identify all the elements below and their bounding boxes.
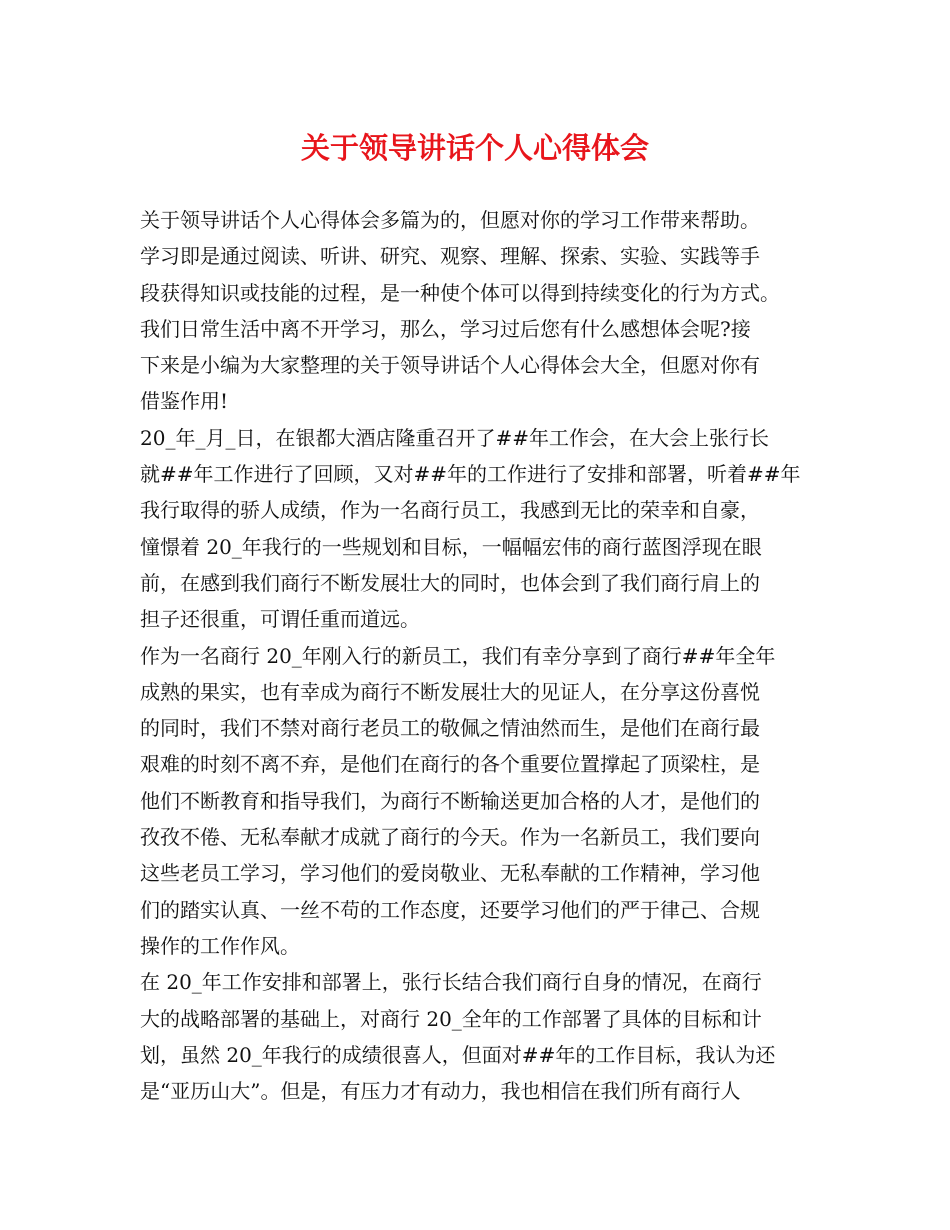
body-line: 就##年工作进行了回顾，又对##年的工作进行了安排和部署，听着##年: [140, 462, 801, 487]
body-line: 段获得知识或技能的过程，是一种使个体可以得到持续变化的行为方式。: [140, 280, 780, 305]
body-line: 成熟的果实，也有幸成为商行不断发展壮大的见证人，在分享这份喜悦: [140, 679, 760, 704]
body-line: 关于领导讲话个人心得体会多篇为的，但愿对你的学习工作带来帮助。: [140, 208, 760, 232]
body-line: 划，虽然 20_年我行的成绩很喜人，但面对##年的工作目标，我认为还: [140, 1042, 776, 1067]
body-line: 20_年_月_日，在银都大酒店隆重召开了##年工作会，在大会上张行长: [140, 425, 769, 450]
body-line: 艰难的时刻不离不弃，是他们在商行的各个重要位置撑起了顶梁柱，是: [140, 752, 760, 777]
body-line: 憧憬着 20_年我行的一些规划和目标，一幅幅宏伟的商行蓝图浮现在眼: [140, 534, 762, 559]
body-line: 大的战略部署的基础上，对商行 20_全年的工作部署了具体的目标和计: [140, 1006, 762, 1031]
body-line: 借鉴作用!: [140, 389, 229, 414]
body-line: 作为一名商行 20_年刚入行的新员工，我们有幸分享到了商行##年全年: [140, 643, 776, 668]
body-line: 他们不断教育和指导我们，为商行不断输送更加合格的人才，是他们的: [140, 788, 760, 813]
body-line: 这些老员工学习，学习他们的爱岗敬业、无私奉献的工作精神，学习他: [140, 861, 760, 886]
body-line: 在 20_年工作安排和部署上，张行长结合我们商行自身的情况，在商行: [140, 970, 762, 995]
document-title: 关于领导讲话个人心得体会: [300, 131, 649, 165]
body-line: 们的踏实认真、一丝不苟的工作态度，还要学习他们的严于律己、合规: [140, 897, 760, 922]
body-line: 下来是小编为大家整理的关于领导讲话个人心得体会大全，但愿对你有: [140, 353, 760, 378]
body-line: 我行取得的骄人成绩，作为一名商行员工，我感到无比的荣幸和自豪，: [140, 498, 760, 523]
document-body: [140, 202, 820, 1109]
body-line: 担子还很重，可谓任重而道远。: [140, 607, 420, 632]
body-line: 学习即是通过阅读、听讲、研究、观察、理解、探索、实验、实践等手: [140, 244, 760, 269]
body-line: 我们日常生活中离不开学习，那么，学习过后您有什么感想体会呢?接: [140, 316, 751, 341]
body-line: 孜孜不倦、无私奉献才成就了商行的今天。作为一名新员工，我们要向: [140, 825, 760, 850]
body-line: 前，在感到我们商行不断发展壮大的同时，也体会到了我们商行肩上的: [140, 570, 760, 595]
body-line: 的同时，我们不禁对商行老员工的敬佩之情油然而生，是他们在商行最: [140, 716, 760, 741]
body-line: 操作的工作作风。: [140, 933, 300, 958]
body-line: 是“亚历山大”。但是，有压力才有动力，我也相信在我们所有商行人: [140, 1079, 741, 1104]
